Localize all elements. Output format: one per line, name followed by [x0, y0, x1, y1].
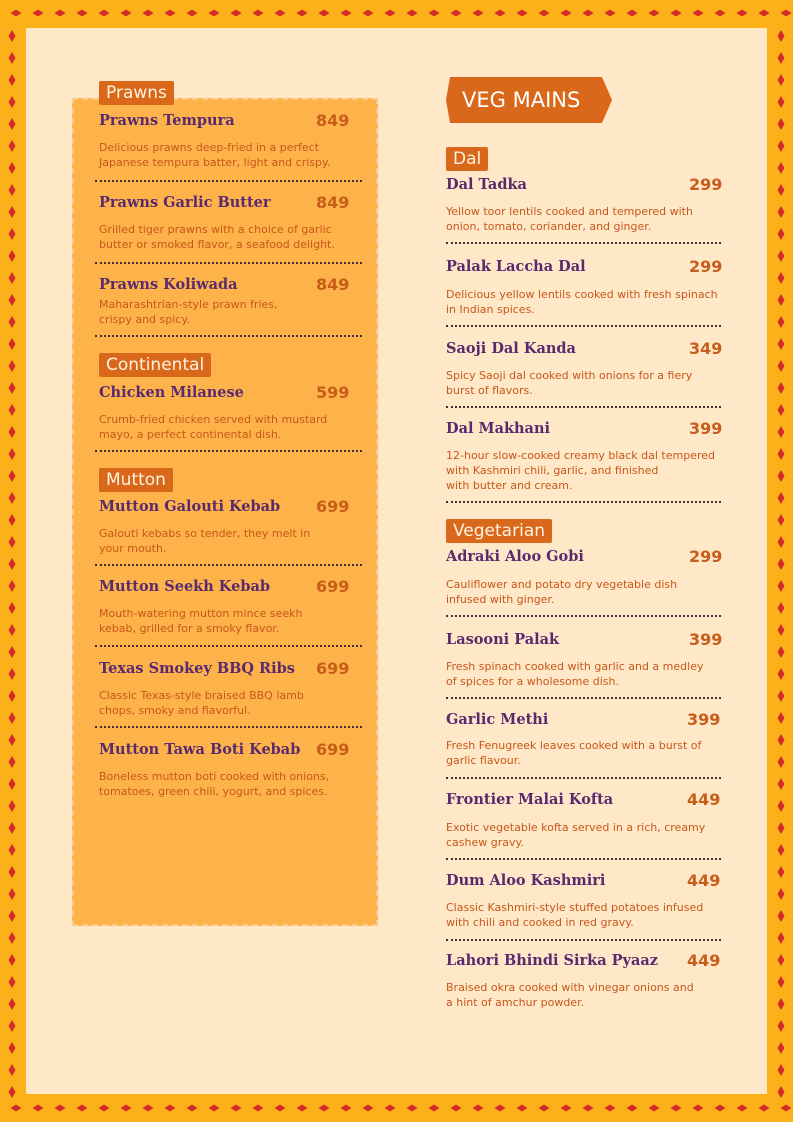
- divider: [95, 262, 362, 264]
- border-diamond: [55, 1105, 66, 1112]
- border-diamond: [9, 1020, 16, 1032]
- border-diamond: [429, 10, 440, 17]
- border-diamond: [778, 734, 785, 746]
- border-diamond: [143, 10, 154, 17]
- border-diamond: [715, 1105, 726, 1112]
- border-diamond: [341, 10, 352, 17]
- border-diamond: [778, 910, 785, 922]
- border-diamond: [778, 712, 785, 724]
- border-diamond: [778, 448, 785, 460]
- border-diamond: [9, 910, 16, 922]
- border-diamond: [778, 338, 785, 350]
- border-diamond: [9, 1064, 16, 1076]
- border-diamond: [297, 1105, 308, 1112]
- border-diamond: [778, 954, 785, 966]
- item-description: 12-hour slow-cooked creamy black dal tempered with Kashmiri chili, garlic, and finished with butter and cream.: [446, 449, 715, 492]
- border-diamond: [9, 536, 16, 548]
- border-diamond: [11, 10, 22, 17]
- border-diamond: [9, 602, 16, 614]
- border-diamond: [9, 74, 16, 86]
- border-diamond: [778, 998, 785, 1010]
- border-diamond: [778, 162, 785, 174]
- border-diamond: [363, 10, 374, 17]
- border-diamond: [778, 74, 785, 86]
- border-diamond: [778, 756, 785, 768]
- item-description: Delicious prawns deep-fried in a perfect Japanese tempura batter, light and crispy.: [99, 141, 331, 169]
- divider: [95, 180, 362, 182]
- divider: [446, 858, 721, 860]
- border-diamond: [778, 470, 785, 482]
- section-tag-prawns: Prawns: [99, 81, 174, 105]
- border-diamond: [297, 10, 308, 17]
- border-diamond: [319, 1105, 330, 1112]
- border-diamond: [9, 250, 16, 262]
- border-diamond: [187, 10, 198, 17]
- border-diamond: [9, 316, 16, 328]
- border-diamond: [495, 10, 506, 17]
- divider: [446, 501, 721, 503]
- border-diamond: [77, 10, 88, 17]
- border-diamond: [9, 954, 16, 966]
- border-diamond: [778, 360, 785, 372]
- border-diamond: [231, 1105, 242, 1112]
- border-diamond: [517, 10, 528, 17]
- item-description: Galouti kebabs so tender, they melt in your mouth.: [99, 527, 311, 555]
- border-diamond: [451, 1105, 462, 1112]
- border-diamond: [649, 10, 660, 17]
- item-price: 399: [689, 419, 723, 438]
- border-diamond: [9, 844, 16, 856]
- veg-mains-title: VEG MAINS: [462, 88, 581, 112]
- item-price: 449: [687, 790, 721, 809]
- border-diamond: [9, 162, 16, 174]
- border-diamond: [9, 514, 16, 526]
- divider: [95, 450, 362, 452]
- border-diamond: [9, 866, 16, 878]
- border-diamond: [778, 52, 785, 64]
- border-diamond: [517, 1105, 528, 1112]
- border-diamond: [143, 1105, 154, 1112]
- border-diamond: [385, 1105, 396, 1112]
- item-price: 449: [687, 951, 721, 970]
- item-description: Cauliflower and potato dry vegetable dish infused with ginger.: [446, 578, 678, 606]
- item-name: Dal Tadka: [446, 176, 527, 193]
- border-diamond: [209, 10, 220, 17]
- border-diamond: [9, 30, 16, 42]
- border-diamond: [737, 10, 748, 17]
- section-tag-dal: Dal: [446, 147, 488, 171]
- item-name: Frontier Malai Kofta: [446, 791, 614, 808]
- border-diamond: [627, 1105, 638, 1112]
- border-diamond: [778, 1042, 785, 1054]
- border-diamond: [9, 756, 16, 768]
- item-description: Mouth-watering mutton mince seekh kebab, grilled for a smoky flavor.: [99, 607, 303, 635]
- border-diamond: [9, 778, 16, 790]
- border-diamond: [778, 1064, 785, 1076]
- item-price: 849: [316, 111, 350, 130]
- item-price: 399: [687, 710, 721, 729]
- border-diamond: [539, 10, 550, 17]
- border-diamond: [583, 10, 594, 17]
- item-price: 699: [316, 577, 350, 596]
- item-name: Prawns Koliwada: [99, 276, 238, 293]
- item-description: Spicy Saoji dal cooked with onions for a fiery burst of flavors.: [446, 369, 693, 397]
- item-description: Yellow toor lentils cooked and tempered with onion, tomato, coriander, and ginger.: [446, 205, 693, 233]
- border-diamond: [231, 10, 242, 17]
- section-tag-continental: Continental: [99, 353, 211, 377]
- border-diamond: [627, 10, 638, 17]
- border-diamond: [605, 1105, 616, 1112]
- item-price: 849: [316, 275, 350, 294]
- border-diamond: [11, 1105, 22, 1112]
- border-diamond: [778, 690, 785, 702]
- item-name: Palak Laccha Dal: [446, 258, 586, 275]
- border-diamond: [778, 228, 785, 240]
- border-diamond: [9, 184, 16, 196]
- border-diamond: [9, 580, 16, 592]
- border-diamond: [778, 778, 785, 790]
- border-diamond: [693, 10, 704, 17]
- item-name: Mutton Galouti Kebab: [99, 498, 281, 515]
- border-diamond: [671, 10, 682, 17]
- border-diamond: [778, 536, 785, 548]
- border-diamond: [715, 10, 726, 17]
- item-description: Maharashtrian-style prawn fries, crispy and spicy.: [99, 298, 278, 326]
- section-tag-mutton: Mutton: [99, 468, 173, 492]
- border-diamond: [253, 1105, 264, 1112]
- border-diamond: [9, 338, 16, 350]
- border-diamond: [778, 272, 785, 284]
- border-diamond: [778, 1086, 785, 1098]
- border-diamond: [561, 1105, 572, 1112]
- border-diamond: [121, 1105, 132, 1112]
- divider: [446, 615, 721, 617]
- item-price: 399: [689, 630, 723, 649]
- divider: [446, 325, 721, 327]
- border-diamond: [781, 1105, 792, 1112]
- item-name: Mutton Tawa Boti Kebab: [99, 741, 301, 758]
- item-description: Braised okra cooked with vinegar onions and a hint of amchur powder.: [446, 981, 694, 1009]
- border-diamond: [778, 1020, 785, 1032]
- border-diamond: [759, 1105, 770, 1112]
- item-description: Classic Texas-style braised BBQ lamb chops, smoky and flavorful.: [99, 689, 304, 717]
- border-diamond: [9, 558, 16, 570]
- border-diamond: [778, 800, 785, 812]
- border-diamond: [778, 250, 785, 262]
- border-diamond: [9, 976, 16, 988]
- border-diamond: [77, 1105, 88, 1112]
- border-diamond: [778, 558, 785, 570]
- border-diamond: [9, 998, 16, 1010]
- item-price: 349: [689, 339, 723, 358]
- border-diamond: [9, 492, 16, 504]
- border-diamond: [737, 1105, 748, 1112]
- item-name: Lasooni Palak: [446, 631, 560, 648]
- item-name: Dum Aloo Kashmiri: [446, 872, 606, 889]
- border-diamond: [778, 96, 785, 108]
- divider: [446, 406, 721, 408]
- border-diamond: [539, 1105, 550, 1112]
- divider: [95, 335, 362, 337]
- border-diamond: [165, 10, 176, 17]
- item-price: 299: [689, 547, 723, 566]
- border-diamond: [495, 1105, 506, 1112]
- border-diamond: [9, 822, 16, 834]
- border-diamond: [605, 10, 616, 17]
- item-name: Dal Makhani: [446, 420, 551, 437]
- item-price: 699: [316, 497, 350, 516]
- border-diamond: [9, 888, 16, 900]
- item-price: 849: [316, 193, 350, 212]
- item-description: Boneless mutton boti cooked with onions, tomatoes, green chili, yogurt, and spices.: [99, 770, 330, 798]
- divider: [446, 697, 721, 699]
- border-diamond: [778, 668, 785, 680]
- item-description: Delicious yellow lentils cooked with fresh spinach in Indian spices.: [446, 288, 718, 316]
- border-diamond: [778, 382, 785, 394]
- border-diamond: [9, 668, 16, 680]
- item-description: Fresh Fenugreek leaves cooked with a burst of garlic flavour.: [446, 739, 702, 767]
- border-diamond: [33, 10, 44, 17]
- border-diamond: [9, 140, 16, 152]
- divider: [446, 939, 721, 941]
- border-diamond: [671, 1105, 682, 1112]
- item-name: Prawns Garlic Butter: [99, 194, 271, 211]
- border-diamond: [407, 10, 418, 17]
- border-diamond: [778, 514, 785, 526]
- border-diamond: [9, 690, 16, 702]
- border-diamond: [407, 1105, 418, 1112]
- border-diamond: [778, 492, 785, 504]
- border-diamond: [778, 624, 785, 636]
- border-diamond: [9, 646, 16, 658]
- border-diamond: [165, 1105, 176, 1112]
- border-diamond: [429, 1105, 440, 1112]
- divider: [446, 242, 721, 244]
- item-description: Exotic vegetable kofta served in a rich, creamy cashew gravy.: [446, 821, 706, 849]
- border-diamond: [187, 1105, 198, 1112]
- border-diamond: [778, 206, 785, 218]
- border-diamond: [778, 316, 785, 328]
- border-diamond: [121, 10, 132, 17]
- border-diamond: [99, 10, 110, 17]
- item-price: 299: [689, 175, 723, 194]
- border-diamond: [778, 976, 785, 988]
- border-diamond: [363, 1105, 374, 1112]
- border-diamond: [759, 10, 770, 17]
- border-diamond: [778, 822, 785, 834]
- border-diamond: [9, 52, 16, 64]
- border-diamond: [275, 1105, 286, 1112]
- border-diamond: [9, 1086, 16, 1098]
- border-diamond: [778, 184, 785, 196]
- border-diamond: [9, 404, 16, 416]
- item-name: Prawns Tempura: [99, 112, 235, 129]
- border-diamond: [9, 294, 16, 306]
- border-diamond: [341, 1105, 352, 1112]
- border-diamond: [693, 1105, 704, 1112]
- border-diamond: [9, 382, 16, 394]
- border-diamond: [9, 712, 16, 724]
- item-name: Garlic Methi: [446, 711, 549, 728]
- border-diamond: [778, 426, 785, 438]
- border-diamond: [385, 10, 396, 17]
- border-diamond: [778, 118, 785, 130]
- border-diamond: [778, 30, 785, 42]
- item-name: Texas Smokey BBQ Ribs: [99, 660, 295, 677]
- border-diamond: [451, 10, 462, 17]
- border-diamond: [778, 932, 785, 944]
- border-diamond: [561, 10, 572, 17]
- border-diamond: [9, 470, 16, 482]
- item-price: 599: [316, 383, 350, 402]
- border-diamond: [778, 866, 785, 878]
- divider: [95, 564, 362, 566]
- border-diamond: [9, 272, 16, 284]
- item-price: 449: [687, 871, 721, 890]
- item-description: Fresh spinach cooked with garlic and a medley of spices for a wholesome dish.: [446, 660, 704, 688]
- divider: [95, 726, 362, 728]
- item-name: Lahori Bhindi Sirka Pyaaz: [446, 952, 659, 969]
- border-diamond: [473, 10, 484, 17]
- border-diamond: [33, 1105, 44, 1112]
- border-diamond: [778, 404, 785, 416]
- border-diamond: [9, 228, 16, 240]
- item-description: Crumb-fried chicken served with mustard mayo, a perfect continental dish.: [99, 413, 328, 441]
- item-name: Adraki Aloo Gobi: [446, 548, 584, 565]
- border-diamond: [778, 140, 785, 152]
- border-diamond: [778, 888, 785, 900]
- border-diamond: [9, 426, 16, 438]
- border-diamond: [209, 1105, 220, 1112]
- border-diamond: [9, 624, 16, 636]
- divider: [95, 645, 362, 647]
- item-price: 299: [689, 257, 723, 276]
- border-diamond: [9, 360, 16, 372]
- border-diamond: [778, 580, 785, 592]
- border-diamond: [55, 10, 66, 17]
- border-diamond: [9, 800, 16, 812]
- border-diamond: [253, 10, 264, 17]
- border-diamond: [319, 10, 330, 17]
- item-name: Saoji Dal Kanda: [446, 340, 576, 357]
- border-diamond: [473, 1105, 484, 1112]
- divider: [446, 777, 721, 779]
- border-diamond: [778, 646, 785, 658]
- border-diamond: [778, 844, 785, 856]
- border-diamond: [9, 118, 16, 130]
- section-tag-vegetarian: Vegetarian: [446, 519, 552, 543]
- border-diamond: [9, 1042, 16, 1054]
- border-diamond: [583, 1105, 594, 1112]
- item-price: 699: [316, 740, 350, 759]
- border-diamond: [9, 932, 16, 944]
- item-name: Mutton Seekh Kebab: [99, 578, 270, 595]
- border-diamond: [99, 1105, 110, 1112]
- item-description: Grilled tiger prawns with a choice of garlic butter or smoked flavor, a seafood delight.: [99, 223, 335, 251]
- border-diamond: [9, 448, 16, 460]
- item-price: 699: [316, 659, 350, 678]
- border-diamond: [778, 294, 785, 306]
- border-diamond: [778, 602, 785, 614]
- border-diamond: [781, 10, 792, 17]
- border-diamond: [9, 734, 16, 746]
- border-diamond: [9, 96, 16, 108]
- item-description: Classic Kashmiri-style stuffed potatoes infused with chili and cooked in red gravy.: [446, 901, 704, 929]
- border-diamond: [9, 206, 16, 218]
- item-name: Chicken Milanese: [99, 384, 244, 401]
- border-diamond: [275, 10, 286, 17]
- border-diamond: [649, 1105, 660, 1112]
